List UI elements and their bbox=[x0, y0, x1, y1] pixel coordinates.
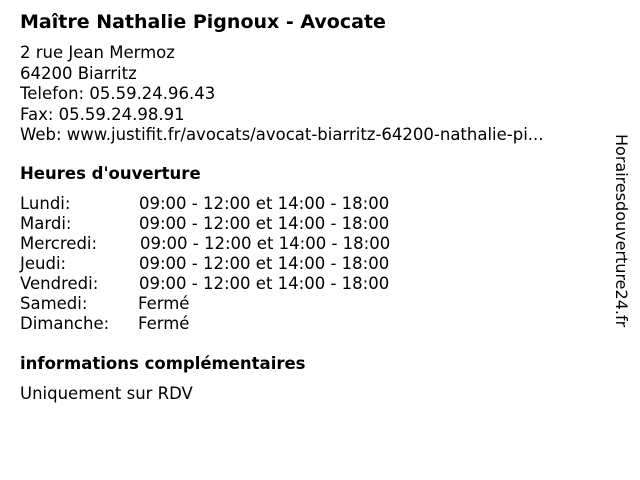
time-value: 09:00 - 12:00 et 14:00 - 18:00 bbox=[139, 254, 390, 273]
time-value: Fermé bbox=[138, 294, 190, 313]
hours-row-thursday bbox=[20, 254, 440, 274]
page-title: Maître Nathalie Pignoux - Avocate bbox=[20, 11, 386, 33]
hours-heading: Heures d'ouverture bbox=[20, 164, 201, 183]
opening-hours-table bbox=[20, 194, 440, 334]
contact-block bbox=[20, 43, 600, 146]
time-value: 09:00 - 12:00 et 14:00 - 18:00 bbox=[139, 194, 390, 213]
info-heading: informations complémentaires bbox=[20, 354, 306, 373]
time-value: 09:00 - 12:00 et 14:00 - 18:00 bbox=[139, 274, 390, 293]
hours-row-saturday bbox=[20, 294, 440, 314]
day-label: Samedi: bbox=[20, 294, 88, 313]
address-city: 64200 Biarritz bbox=[20, 63, 137, 83]
day-label: Mercredi: bbox=[20, 234, 98, 253]
info-text: Uniquement sur RDV bbox=[20, 384, 193, 403]
brand-text: Horairesdouverture24.fr bbox=[612, 134, 631, 328]
brand-watermark bbox=[611, 134, 631, 344]
hours-row-wednesday bbox=[20, 234, 440, 254]
day-label: Mardi: bbox=[20, 214, 72, 233]
address-street: 2 rue Jean Mermoz bbox=[20, 43, 175, 62]
phone-number: Telefon: 05.59.24.96.43 bbox=[20, 84, 216, 103]
day-label: Lundi: bbox=[20, 194, 71, 213]
day-label: Vendredi: bbox=[20, 274, 99, 293]
day-label: Dimanche: bbox=[20, 314, 110, 333]
hours-row-tuesday bbox=[20, 214, 440, 234]
time-value: 09:00 - 12:00 et 14:00 - 18:00 bbox=[140, 234, 391, 253]
hours-row-friday bbox=[20, 274, 440, 294]
fax-number: Fax: 05.59.24.98.91 bbox=[20, 104, 185, 124]
hours-row-monday bbox=[20, 194, 440, 214]
hours-row-sunday bbox=[20, 314, 440, 334]
day-label: Jeudi: bbox=[20, 254, 67, 273]
time-value: Fermé bbox=[138, 314, 190, 333]
time-value: 09:00 - 12:00 et 14:00 - 18:00 bbox=[139, 214, 390, 233]
website-link[interactable]: Web: www.justifit.fr/avocats/avocat-biarritz-64200-nathalie-pi... bbox=[20, 125, 544, 144]
